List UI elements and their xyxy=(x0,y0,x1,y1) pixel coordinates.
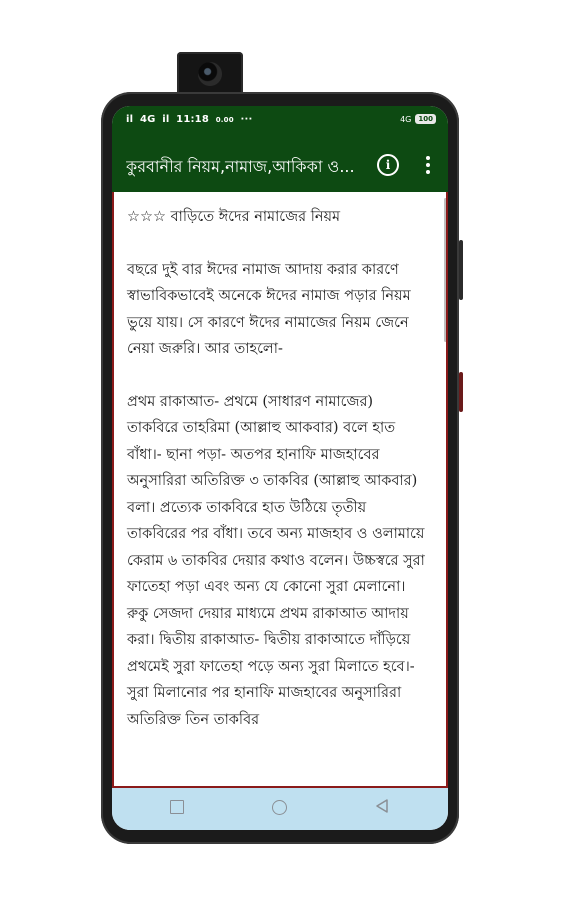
network-type-icon: 4G xyxy=(139,114,156,125)
article-content[interactable] xyxy=(112,192,448,786)
article-paragraph: বছরে দুই বার ঈদের নামাজ আদায় করার কারণে স্বাভাবিকভাবেই অনেকে ঈদের নামাজ পড়ার নিয়ম ভুয়ে যায়। সে কারণে ঈদের নামাজের নিয়ম জেনে নেয়া জরুরি। আর তাহলো- xyxy=(127,261,411,357)
recents-button[interactable] xyxy=(170,800,184,814)
back-button[interactable] xyxy=(374,798,390,818)
power-button xyxy=(459,240,463,300)
app-bar xyxy=(112,138,448,192)
clock: 11:18 xyxy=(176,114,210,125)
camera-lens-icon xyxy=(198,62,222,86)
app-title: কুরবানীর নিয়ম,নামাজ,আকিকা ও... xyxy=(126,157,355,176)
status-bar xyxy=(112,106,448,138)
data-speed: 0.00 xyxy=(215,116,234,124)
volume-button xyxy=(459,372,463,412)
info-icon[interactable]: i xyxy=(377,154,399,176)
navigation-bar xyxy=(112,786,448,830)
home-button[interactable] xyxy=(272,800,287,815)
more-vert-icon[interactable] xyxy=(426,156,430,174)
battery-icon: 100 xyxy=(415,114,436,124)
notification-dots: ··· xyxy=(240,114,253,125)
signal-icon: il xyxy=(126,114,134,125)
article-heading: ☆☆☆ বাড়িতে ঈদের নামাজের নিয়ম xyxy=(127,209,341,225)
status-right xyxy=(400,114,436,124)
wifi-icon: 4G xyxy=(400,114,412,124)
status-left xyxy=(126,114,255,125)
signal-icon-2: il xyxy=(162,114,170,125)
phone-screen xyxy=(112,106,448,830)
scrollbar[interactable] xyxy=(444,198,447,342)
article-body xyxy=(127,204,427,759)
triangle-back-icon xyxy=(374,798,390,814)
article-paragraph: প্রথম রাকাআত- প্রথমে (সাধারণ নামাজের) তাকবিরে তাহরিমা (আল্লাহু আকবার) বলে হাত বাঁধা।- ছানা পড়া- অতপর হানাফি মাজহাবের অনুসারিরা অতিরিক্ত ৩ তাকবির (আল্লাহু আকবার) বলা। প্রত্যেক তাকবিরে হাত উঠিয়ে তৃতীয় তাকবিরের পর বাঁধা। তবে অন্য মাজহাব ও ওলামায়ে কেরাম ৬ তাকবির দেয়ার কথাও বলেন। উচ্চস্বরে সুরা ফাতেহা পড়া এবং অন্য যে কোনো সুরা মেলানো। রুকু সেজদা দেয়ার মাধ্যমে প্রথম রাকাআত আদায় করা। দ্বিতীয় রাকাআত- দ্বিতীয় রাকাআতে দাঁড়িয়ে প্রথমেই সুরা ফাতেহা পড়ে অন্য সুরা মিলাতে হবে।- সুরা মিলানোর পর হানাফি মাজহাবের অনুসারিরা অতিরিক্ত তিন তাকবির xyxy=(127,393,425,728)
